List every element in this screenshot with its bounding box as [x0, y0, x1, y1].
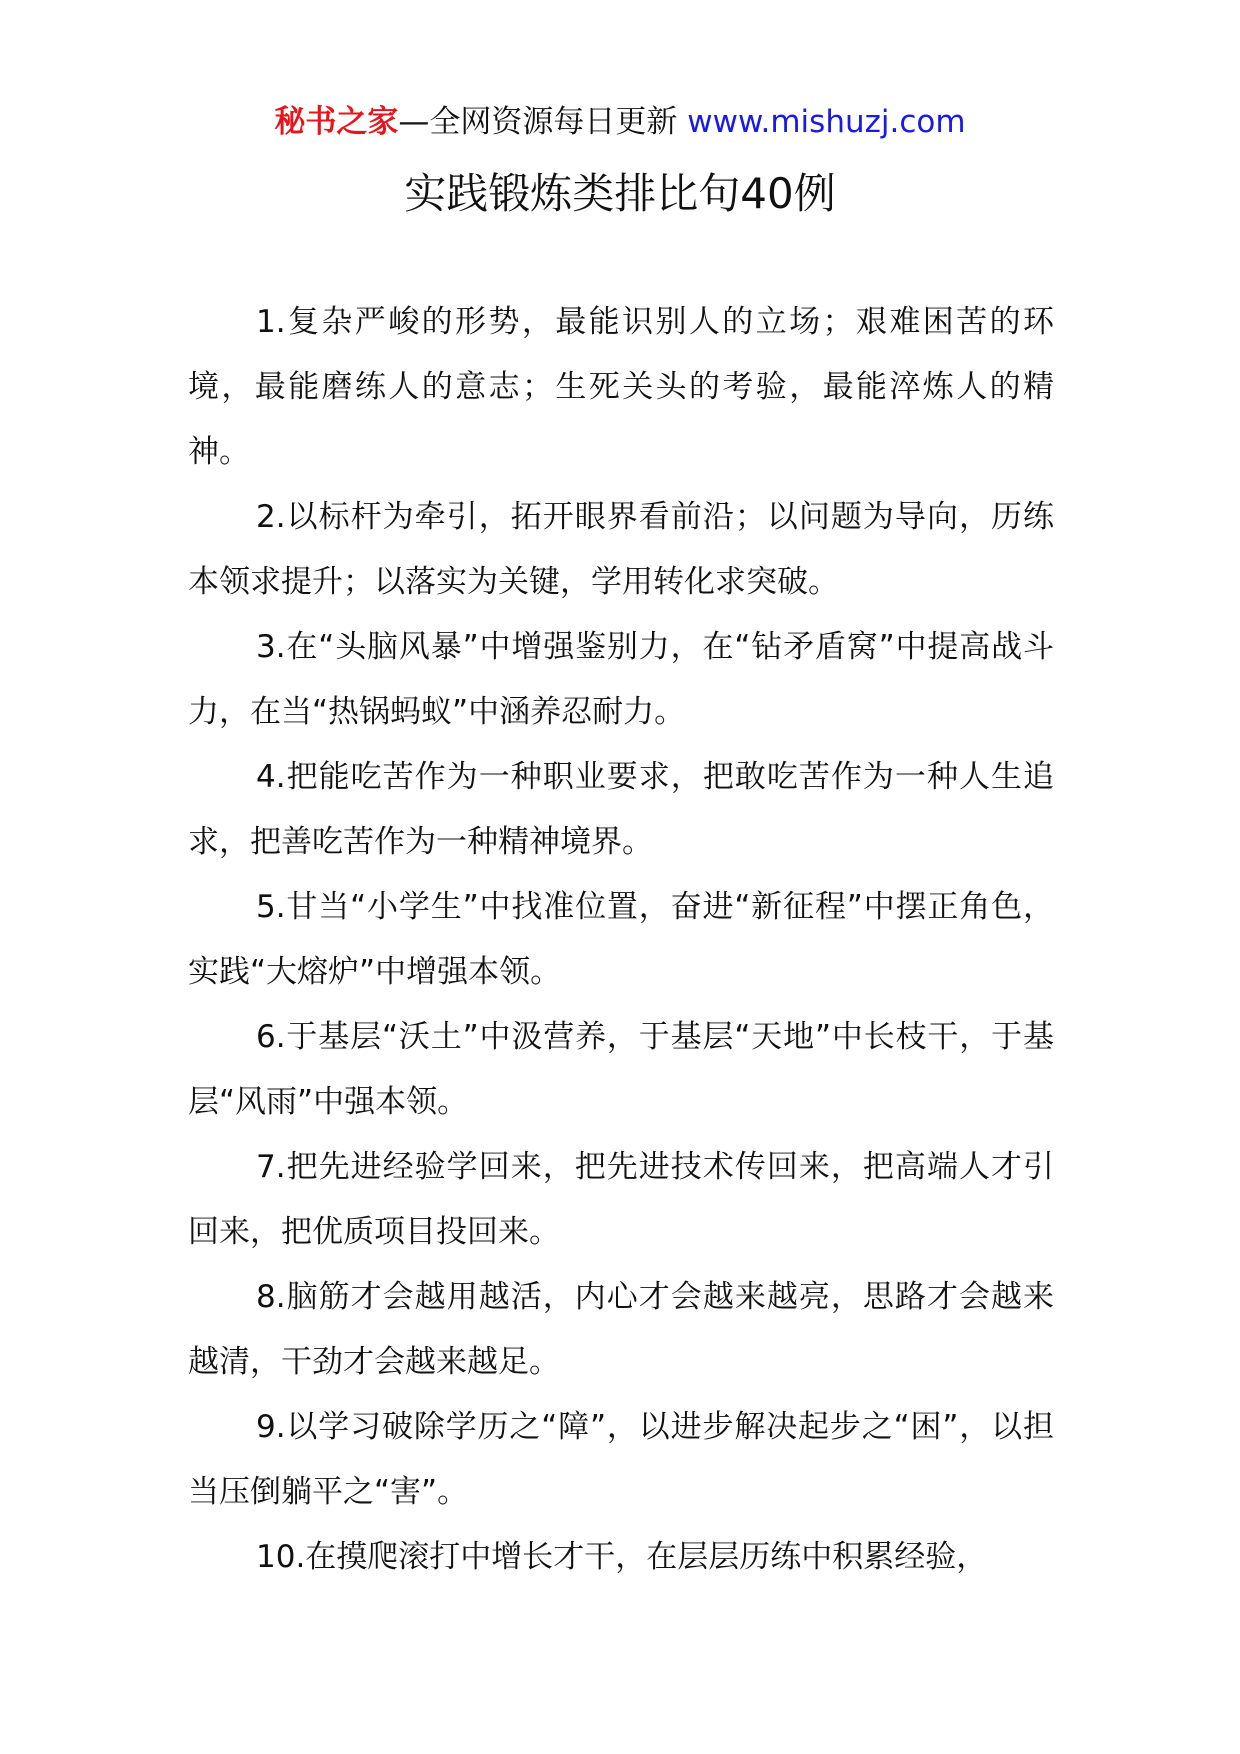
paragraph-1: 1.复杂严峻的形势，最能识别人的立场；艰难困苦的环境，最能磨练人的意志；生死关头的考验，最能淬炼人的精神。 [188, 304, 1054, 470]
paragraph-2: 2.以标杆为牵引，拓开眼界看前沿；以问题为导向，历练本领求提升；以落实为关键，学用转化求突破。 [188, 499, 1054, 600]
paragraph-6: 6.于基层“沃土”中汲营养，于基层“天地”中长枝干，于基层“风雨”中强本领。 [188, 1019, 1054, 1120]
brand-name: 秘书之家 [274, 104, 399, 140]
document-body [188, 290, 1054, 1590]
paragraph-8: 8.脑筋才会越用越活，内心才会越来越亮，思路才会越来越清，干劲才会越来越足。 [188, 1279, 1054, 1380]
paragraph-7: 7.把先进经验学回来，把先进技术传回来，把高端人才引回来，把优质项目投回来。 [188, 1149, 1054, 1250]
paragraph-3: 3.在“头脑风暴”中增强鉴别力，在“钻矛盾窝”中提高战斗力，在当“热锅蚂蚁”中涵养忍耐力。 [188, 629, 1054, 730]
paragraph-10: 10.在摸爬滚打中增长才干，在层层历练中积累经验， [256, 1539, 988, 1575]
paragraph-9: 9.以学习破除学历之“障”，以进步解决起步之“困”，以担当压倒躺平之“害”。 [188, 1409, 1054, 1510]
paragraph-4: 4.把能吃苦作为一种职业要求，把敢吃苦作为一种人生追求，把善吃苦作为一种精神境界。 [188, 759, 1054, 860]
header-slogan: —全网资源每日更新 [398, 104, 688, 140]
document-title: 实践锻炼类排比句40例 [404, 169, 836, 218]
site-url-link[interactable]: www.mishuzj.com [687, 104, 966, 140]
site-header [0, 100, 1240, 144]
paragraph-5: 5.甘当“小学生”中找准位置，奋进“新征程”中摆正角色，实践“大熔炉”中增强本领。 [188, 889, 1054, 990]
